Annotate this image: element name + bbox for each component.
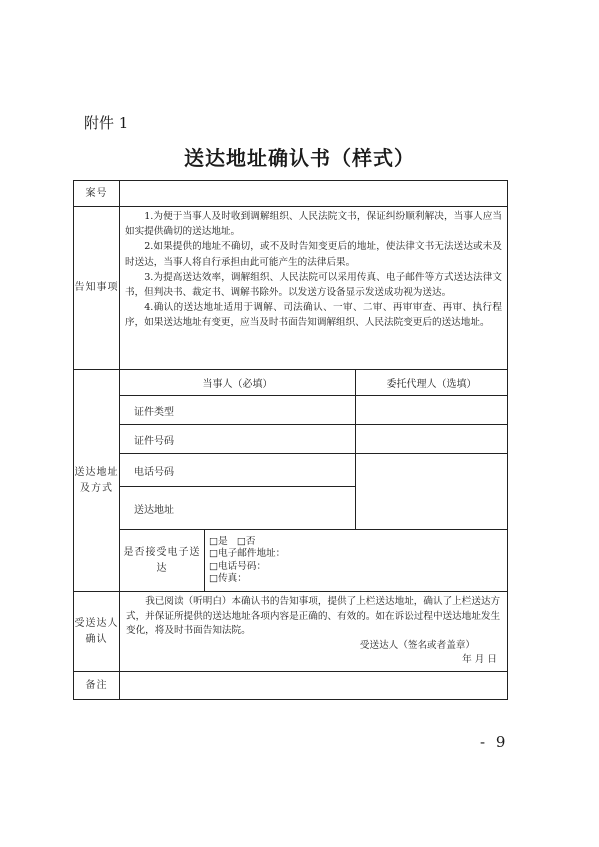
email-checkbox[interactable]: □电子邮件地址： (209, 548, 286, 559)
notice-item: 4.确认的送达地址适用于调解、司法确认、一审、二审、再审审查、再审、执行程序，如果送达地址有变更，应当及时书面告知调解组织、人民法院变更后的送达地址。 (125, 302, 503, 329)
yes-checkbox[interactable]: □是 (209, 535, 228, 547)
agent-id-no-field[interactable] (356, 425, 508, 454)
notice-item: 1.为便于当事人及时收到调解组织、人民法院文书，保证纠纷顺利解决，当事人应当如实提供确切的送达地址。 (125, 211, 503, 238)
id-type-row (74, 396, 508, 425)
address-confirmation-form (73, 180, 508, 700)
phone-checkbox[interactable]: □电话号码： (209, 560, 267, 572)
document-title: 送达地址确认书（样式） (184, 146, 415, 170)
address-section-label: 送达地址及方式 (74, 370, 120, 592)
signature-label[interactable]: 受送达人（签名或者盖章） (359, 639, 476, 651)
case-no-row (74, 181, 508, 207)
notice-item: 2.如果提供的地址不确切，或不及时告知变更后的地址，使法律文书无法送达或未及时送达，当事人将自行承担由此可能产生的法律后果。 (125, 241, 503, 268)
confirm-text: 我已阅读（听明白）本确认书的告知事项，提供了上栏送达地址，确认了上栏送达方式，并保证所提供的送达地址各项内容是正确的、有效的。如在诉讼过程中送达地址发生变化，将及时书面告知法院。 (126, 596, 501, 636)
e-service-options (205, 530, 508, 592)
remarks-field[interactable] (120, 672, 508, 700)
address-header-row (74, 370, 508, 396)
e-service-row (74, 530, 508, 592)
attachment-label: 附件 1 (84, 114, 129, 132)
agent-contact-field[interactable] (356, 454, 508, 530)
e-service-label: 是否接受电子送达 (120, 530, 205, 592)
id-no-field[interactable] (120, 425, 356, 454)
page-number: - 9 (480, 733, 509, 751)
address-label: 送达地址 (134, 504, 174, 516)
notice-row (74, 207, 508, 370)
agent-id-type-field[interactable] (356, 396, 508, 425)
address-field[interactable] (120, 487, 356, 530)
fax-checkbox[interactable]: □传真： (209, 573, 247, 584)
phone-row (74, 454, 508, 487)
remarks-label: 备注 (74, 672, 120, 700)
date-label[interactable]: 年 月 日 (462, 654, 498, 665)
no-checkbox[interactable]: □否 (236, 535, 256, 547)
notice-label: 告知事项 (74, 207, 120, 370)
id-type-field[interactable] (120, 396, 356, 425)
party-header: 当事人（必填） (120, 370, 356, 396)
phone-label: 电话号码 (134, 466, 174, 478)
id-type-label: 证件类型 (134, 406, 174, 418)
remarks-row (74, 672, 508, 700)
case-no-label: 案号 (74, 181, 120, 207)
agent-header: 委托代理人（选填） (356, 370, 508, 396)
notice-text (120, 207, 508, 370)
id-no-row (74, 425, 508, 454)
confirm-label: 受送达人确认 (74, 592, 120, 672)
confirm-cell (120, 592, 508, 672)
notice-item: 3.为提高送达效率，调解组织、人民法院可以采用传真、电子邮件等方式送达法律文书，但判决书、裁定书、调解书除外。以发送方设备显示发送成功视为送达。 (125, 271, 503, 299)
confirm-row (74, 592, 508, 672)
case-no-field[interactable] (120, 181, 508, 207)
phone-field[interactable] (120, 454, 356, 487)
id-no-label: 证件号码 (134, 435, 174, 447)
